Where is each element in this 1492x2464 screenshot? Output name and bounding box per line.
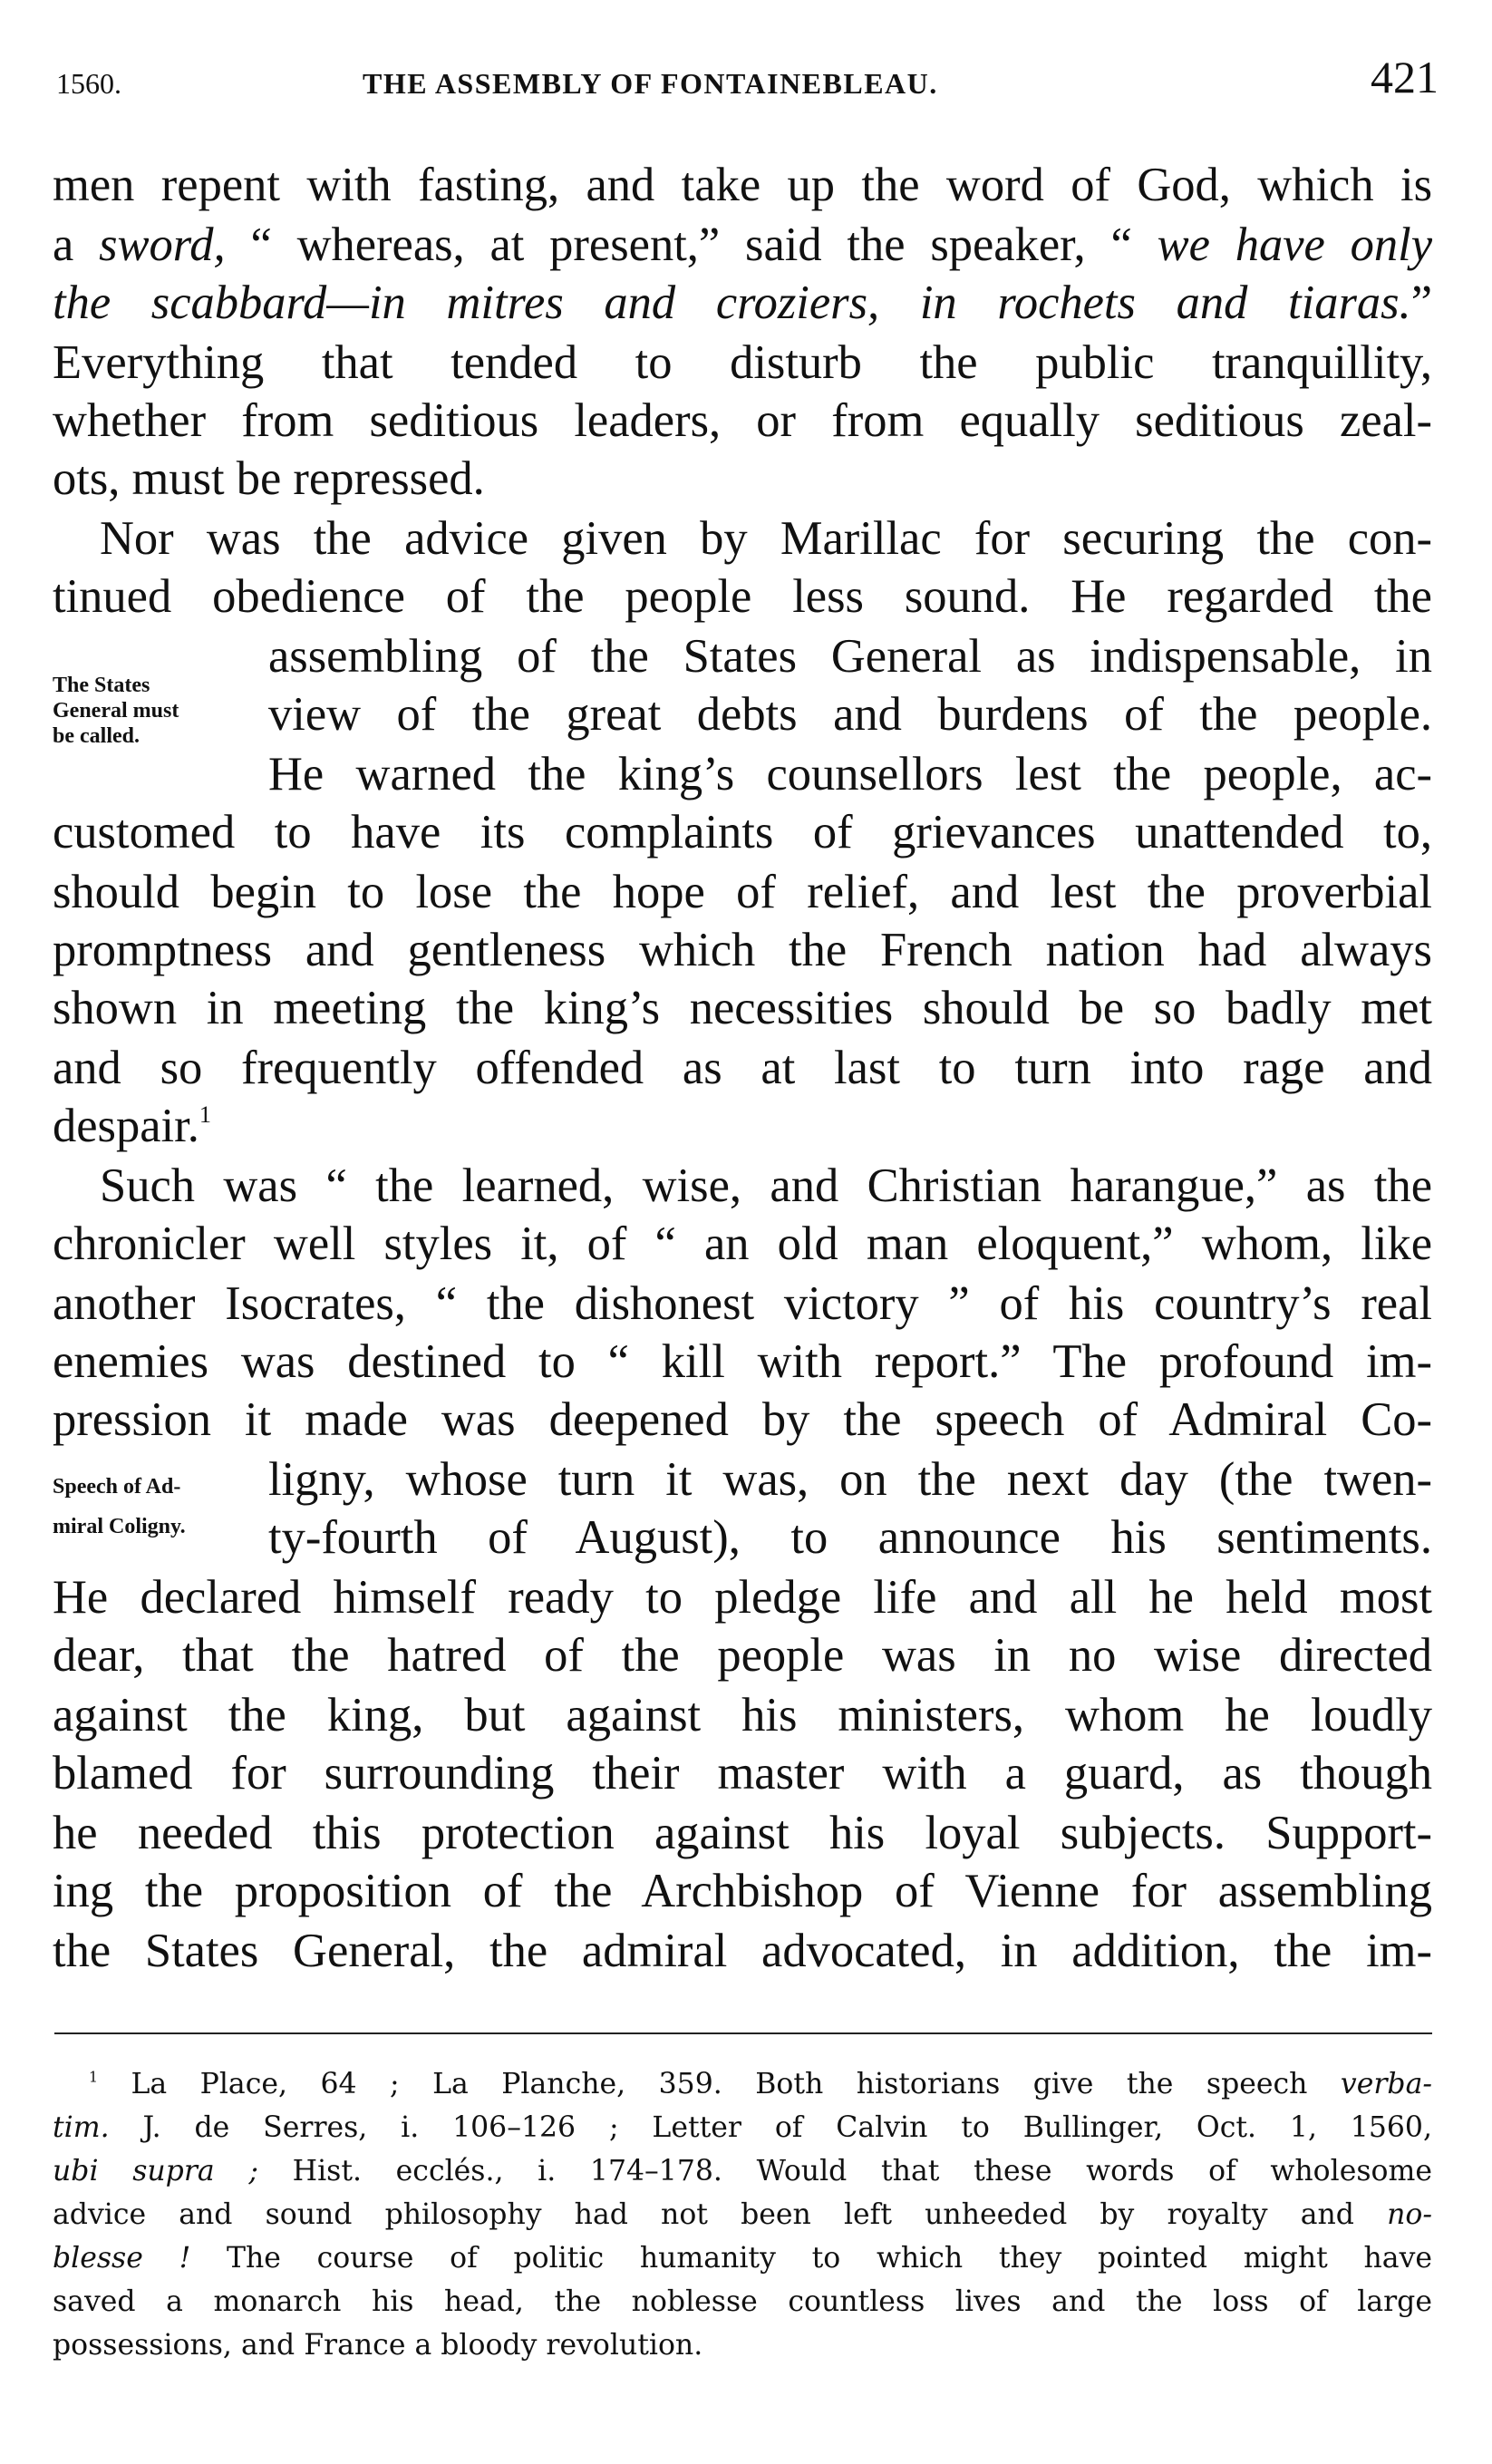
text-line: Everything that tended to disturb the public tranquillity, <box>53 336 1432 389</box>
text-line: He declared himself ready to pledge life and all he held most <box>53 1571 1432 1624</box>
text-line: shown in meeting the king’s necessities should be so badly met <box>53 982 1432 1034</box>
text-line: promptness and gentleness which the French nation had always <box>53 924 1432 976</box>
sidenote-states-general: The States General must be called. <box>53 674 179 748</box>
text-line: despair.$^1$ <box>53 1100 211 1152</box>
text-line: Nor was the advice given by Marillac for securing the con- <box>100 512 1432 565</box>
text-line: view of the great debts and burdens of the people. <box>268 688 1432 741</box>
header-title: THE ASSEMBLY OF FONTAINEBLEAU. <box>363 67 938 100</box>
footnote-divider <box>54 2032 1432 2034</box>
text-line: the States General, the admiral advocated, in addition, the im- <box>53 1925 1432 1977</box>
footnote-line: $^1$ La Place, 64 ; La Planche, 359. Both historians give the speech verba- <box>89 2068 1432 2100</box>
text-line: and so frequently offended as at last to turn into rage and <box>53 1042 1432 1094</box>
footnote-marker: 1 <box>89 2068 99 2086</box>
text-line: ing the proposition of the Archbishop of Vienne for assembling <box>53 1865 1432 1917</box>
text-line: men repent with fasting, and take up the word of God, which is <box>53 159 1432 211</box>
text-line: dear, that the hatred of the people was in no wise directed <box>53 1629 1432 1682</box>
text-line: pression it made was deepened by the speech of Admiral Co- <box>53 1393 1432 1446</box>
text-line: whether from seditious leaders, or from equally seditious zeal- <box>53 394 1432 447</box>
text-line: ty-fourth of August), to announce his sentiments. <box>268 1511 1432 1564</box>
text-line: another Isocrates, “ the dishonest victory ” of his country’s real <box>53 1277 1432 1330</box>
text-line: ots, must be repressed. <box>53 452 485 505</box>
text-line: ligny, whose turn it was, on the next day (the twen- <box>268 1453 1432 1506</box>
text-line: he needed this protection against his loyal subjects. Support- <box>53 1807 1432 1859</box>
text-line: a sword, “ whereas, at present,” said the speaker, “ we have only <box>53 218 1432 271</box>
sidenote-speech-coligny: Speech of Ad- miral Coligny. <box>53 1475 186 1538</box>
footnote-reference: 1 <box>199 1101 211 1128</box>
text-line: enemies was destined to “ kill with report.” The profound im- <box>53 1335 1432 1388</box>
running-header <box>45 47 1446 111</box>
text-line: should begin to lose the hope of relief, and lest the proverbial <box>53 866 1432 918</box>
text-line: chronicler well styles it, of “ an old man eloquent,” whom, like <box>53 1217 1432 1270</box>
page-number: 421 <box>1371 52 1439 102</box>
text-line: Such was “ the learned, wise, and Christian harangue,” as the <box>100 1159 1432 1212</box>
footnote-line: saved a monarch his head, the noblesse countless lives and the loss of large <box>53 2285 1432 2318</box>
footnote-line: tim. J. de Serres, i. 106–126 ; Letter of Calvin to Bullinger, Oct. 1, 1560, <box>53 2111 1432 2144</box>
footnote-line: ubi supra ; Hist. ecclés., i. 174–178. Would that these words of wholesome <box>53 2155 1432 2188</box>
footnote-line: blesse ! The course of politic humanity to which they pointed might have <box>53 2242 1433 2275</box>
header-year: 1560. <box>56 67 121 100</box>
text-line: the scabbard—in mitres and croziers, in rochets and tiaras.” <box>53 276 1432 329</box>
text-line: against the king, but against his ministers, whom he loudly <box>53 1689 1432 1741</box>
footnote-line: possessions, and France a bloody revolution. <box>53 2329 703 2362</box>
text-line: assembling of the States General as indispensable, in <box>268 630 1432 683</box>
text-line: blamed for surrounding their master with a guard, as though <box>53 1747 1432 1799</box>
text-line: customed to have its complaints of grievances unattended to, <box>53 806 1432 859</box>
text-line: tinued obedience of the people less sound. He regarded the <box>53 570 1432 623</box>
text-line: He warned the king’s counsellors lest the people, ac- <box>268 748 1432 800</box>
footnote-line: advice and sound philosophy had not been left unheeded by royalty and no- <box>53 2198 1432 2231</box>
